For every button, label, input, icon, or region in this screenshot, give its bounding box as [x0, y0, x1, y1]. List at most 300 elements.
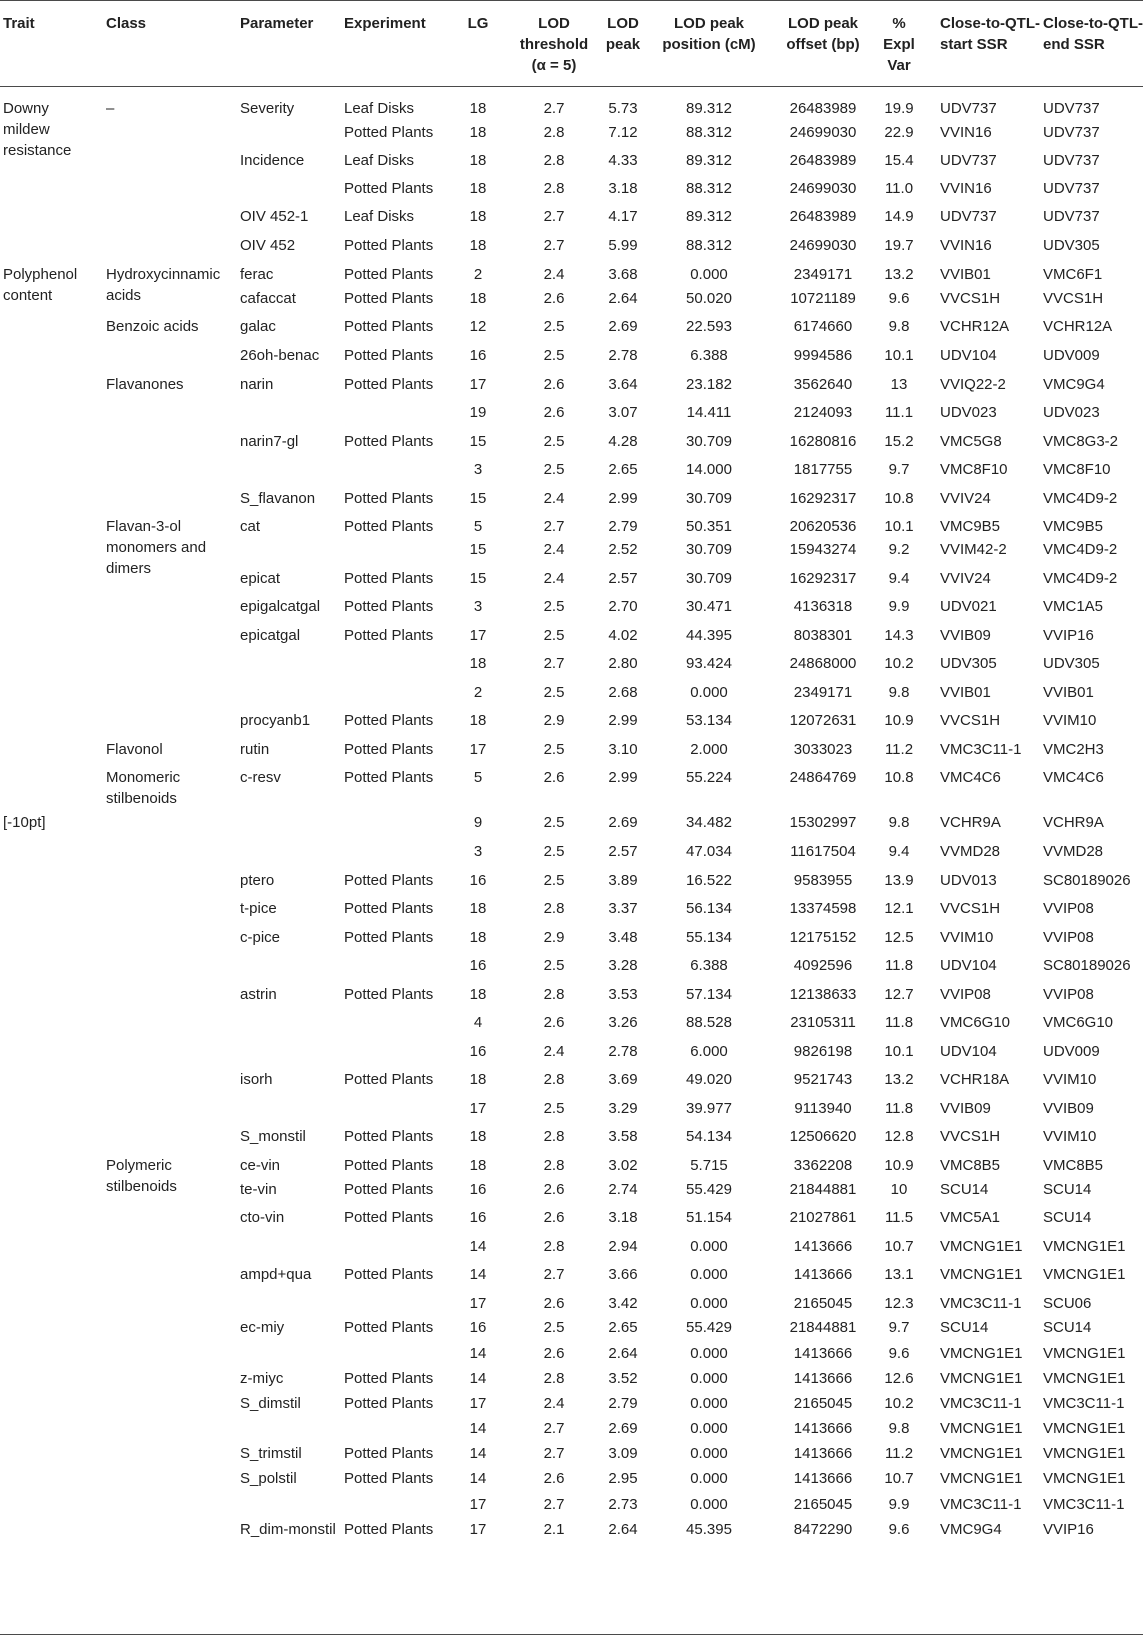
column-header-trait: Trait	[3, 15, 35, 32]
cell-offset: 12506620	[789, 1128, 857, 1145]
cell-experiment: Potted Plants	[344, 180, 434, 197]
cell-lg: 12	[469, 318, 487, 335]
cell-parameter: epigalcatgal	[240, 598, 321, 615]
cell-offset: 9994586	[793, 347, 853, 364]
cell-end-ssr: VVIP08	[1043, 986, 1094, 1003]
cell-position: 14.000	[686, 461, 732, 478]
cell-lg: 18	[469, 152, 487, 169]
cell-offset: 12138633	[789, 986, 857, 1003]
cell-position: 30.709	[686, 490, 732, 507]
cell-peak: 2.94	[608, 1238, 638, 1255]
cell-explvar: 14.3	[884, 627, 914, 644]
cell-end-ssr: UDV305	[1043, 655, 1100, 672]
cell-peak: 3.66	[608, 1266, 638, 1283]
cell-lg: 18	[469, 1128, 487, 1145]
cell-experiment: Potted Plants	[344, 1266, 434, 1283]
cell-peak: 4.33	[608, 152, 638, 169]
cell-threshold: 2.9	[543, 712, 565, 729]
cell-start-ssr: VMC9B5	[940, 518, 1001, 535]
cell-threshold: 2.5	[543, 957, 565, 974]
cell-position: 44.395	[686, 627, 732, 644]
cell-start-ssr: VMC3C11-1	[940, 1395, 1022, 1412]
column-header-peak: LOD peak	[605, 15, 641, 53]
cell-end-ssr: VMC9G4	[1043, 376, 1105, 393]
cell-end-ssr: VVIM10	[1043, 712, 1097, 729]
cell-end-ssr: VVIB01	[1043, 684, 1094, 701]
cell-experiment: Potted Plants	[344, 124, 434, 141]
cell-position: 47.034	[686, 843, 732, 860]
cell-lg: 14	[469, 1420, 487, 1437]
cell-explvar: 13.9	[884, 872, 914, 889]
cell-class: Hydroxycinnamic acids	[106, 266, 221, 304]
cell-end-ssr: VMCNG1E1	[1043, 1266, 1126, 1283]
cell-start-ssr: VMC8B5	[940, 1157, 1001, 1174]
cell-end-ssr: VMC4C6	[1043, 769, 1104, 786]
cell-trait: Polyphenol content	[3, 266, 78, 304]
cell-peak: 4.28	[608, 433, 638, 450]
cell-explvar: 11.0	[884, 180, 914, 197]
cell-parameter: 26oh-benac	[240, 347, 320, 364]
cell-position: 0.000	[690, 1345, 728, 1362]
column-header-class: Class	[106, 15, 147, 32]
cell-explvar: 11.8	[884, 957, 914, 974]
cell-threshold: 2.5	[543, 684, 565, 701]
cell-explvar: 9.8	[888, 318, 910, 335]
cell-lg: 15	[469, 570, 487, 587]
cell-peak: 2.70	[608, 598, 638, 615]
cell-lg: 14	[469, 1445, 487, 1462]
cell-offset: 3562640	[793, 376, 853, 393]
cell-explvar: 14.9	[884, 208, 914, 225]
cell-explvar: 9.6	[888, 290, 910, 307]
cell-lg: 16	[469, 1043, 487, 1060]
cell-end-ssr: SCU06	[1043, 1295, 1092, 1312]
cell-explvar: 10.7	[884, 1238, 914, 1255]
cell-experiment: Leaf Disks	[344, 208, 415, 225]
cell-position: 30.471	[686, 598, 732, 615]
cell-position: 88.312	[686, 237, 732, 254]
cell-position: 88.528	[686, 1014, 732, 1031]
cell-experiment: Potted Plants	[344, 1209, 434, 1226]
cell-start-ssr: VMC3C11-1	[940, 741, 1022, 758]
cell-parameter: narin7-gl	[240, 433, 299, 450]
cell-experiment: Potted Plants	[344, 1181, 434, 1198]
cell-start-ssr: VCHR18A	[940, 1071, 1010, 1088]
cell-position: 39.977	[686, 1100, 732, 1117]
cell-class: Flavanones	[106, 376, 184, 393]
cell-threshold: 2.7	[543, 1266, 565, 1283]
cell-explvar: 22.9	[884, 124, 914, 141]
cell-offset: 2165045	[793, 1395, 853, 1412]
cell-position: 89.312	[686, 152, 732, 169]
cell-position: 53.134	[686, 712, 732, 729]
cell-experiment: Potted Plants	[344, 627, 434, 644]
cell-position: 6.388	[690, 957, 728, 974]
cell-peak: 2.69	[608, 318, 638, 335]
cell-explvar: 11.1	[884, 404, 914, 421]
cell-threshold: 2.5	[543, 347, 565, 364]
cell-explvar: 11.8	[884, 1100, 914, 1117]
cell-parameter: z-miyc	[240, 1370, 284, 1387]
cell-parameter: epicat	[240, 570, 281, 587]
cell-threshold: 2.4	[543, 541, 565, 558]
cell-class: Benzoic acids	[106, 318, 199, 335]
table-bottom-rule	[0, 1634, 1143, 1635]
cell-parameter: OIV 452	[240, 237, 296, 254]
cell-threshold: 2.6	[543, 1295, 565, 1312]
cell-threshold: 2.7	[543, 208, 565, 225]
cell-start-ssr: UDV104	[940, 957, 997, 974]
cell-peak: 4.17	[608, 208, 638, 225]
cell-peak: 2.79	[608, 518, 638, 535]
cell-threshold: 2.5	[543, 872, 565, 889]
cell-offset: 2349171	[793, 684, 853, 701]
cell-offset: 21844881	[789, 1181, 857, 1198]
cell-threshold: 2.4	[543, 490, 565, 507]
cell-position: 56.134	[686, 900, 732, 917]
cell-threshold: 2.8	[543, 1071, 565, 1088]
cell-start-ssr: VVCS1H	[940, 900, 1001, 917]
cell-start-ssr: VVIN16	[940, 124, 992, 141]
cell-offset: 21027861	[789, 1209, 857, 1226]
cell-offset: 15943274	[789, 541, 857, 558]
cell-start-ssr: VVIN16	[940, 180, 992, 197]
cell-experiment: Potted Plants	[344, 1521, 434, 1538]
cell-position: 14.411	[686, 404, 732, 421]
cell-end-ssr: VMC8F10	[1043, 461, 1111, 478]
cell-start-ssr: VVCS1H	[940, 290, 1001, 307]
cell-peak: 3.53	[608, 986, 638, 1003]
cell-threshold: 2.6	[543, 1470, 565, 1487]
cell-experiment: Potted Plants	[344, 290, 434, 307]
cell-explvar: 10.2	[884, 655, 914, 672]
cell-end-ssr: UDV737	[1043, 208, 1100, 225]
cell-offset: 13374598	[789, 900, 857, 917]
cell-experiment: Potted Plants	[344, 598, 434, 615]
cell-explvar: 11.8	[884, 1014, 914, 1031]
cell-lg: 4	[473, 1014, 483, 1031]
cell-lg: 18	[469, 655, 487, 672]
cell-lg: 14	[469, 1370, 487, 1387]
cell-lg: 17	[469, 1521, 487, 1538]
cell-parameter: isorh	[240, 1071, 273, 1088]
cell-position: 0.000	[690, 684, 728, 701]
cell-parameter: cat	[240, 518, 261, 535]
cell-lg: 17	[469, 1100, 487, 1117]
cell-end-ssr: VVIB09	[1043, 1100, 1094, 1117]
cell-start-ssr: VVIB01	[940, 266, 991, 283]
cell-start-ssr: VMCNG1E1	[940, 1266, 1023, 1283]
cell-start-ssr: UDV104	[940, 1043, 997, 1060]
cell-start-ssr: VMC8F10	[940, 461, 1008, 478]
cell-position: 0.000	[690, 1266, 728, 1283]
cell-offset: 6174660	[793, 318, 853, 335]
cell-end-ssr: VMC1A5	[1043, 598, 1104, 615]
cell-peak: 2.68	[608, 684, 638, 701]
cell-explvar: 13.1	[884, 1266, 914, 1283]
cell-peak: 3.02	[608, 1157, 638, 1174]
cell-threshold: 2.8	[543, 1370, 565, 1387]
cell-threshold: 2.5	[543, 627, 565, 644]
cell-end-ssr: UDV737	[1043, 100, 1100, 117]
cell-lg: 15	[469, 541, 487, 558]
cell-threshold: 2.5	[543, 598, 565, 615]
cell-start-ssr: VMC9G4	[940, 1521, 1002, 1538]
cell-lg: 18	[469, 986, 487, 1003]
cell-explvar: 12.7	[884, 986, 914, 1003]
cell-threshold: 2.6	[543, 290, 565, 307]
cell-lg: 5	[473, 769, 483, 786]
cell-parameter: cafaccat	[240, 290, 296, 307]
cell-peak: 2.99	[608, 490, 638, 507]
cell-parameter: c-pice	[240, 929, 281, 946]
cell-position: 54.134	[686, 1128, 732, 1145]
cell-experiment: Potted Plants	[344, 986, 434, 1003]
cell-lg: 3	[473, 843, 483, 860]
cell-parameter: ptero	[240, 872, 275, 889]
cell-start-ssr: UDV023	[940, 404, 997, 421]
cell-lg: 17	[469, 1395, 487, 1412]
cell-parameter: galac	[240, 318, 276, 335]
cell-position: 50.020	[686, 290, 732, 307]
cell-position: 22.593	[686, 318, 732, 335]
cell-start-ssr: VVIB09	[940, 627, 991, 644]
cell-peak: 3.37	[608, 900, 638, 917]
cell-start-ssr: VMC5G8	[940, 433, 1002, 450]
cell-position: 50.351	[686, 518, 732, 535]
cell-lg: 17	[469, 1295, 487, 1312]
cell-start-ssr: VMC6G10	[940, 1014, 1011, 1031]
cell-peak: 3.10	[608, 741, 638, 758]
cell-parameter: ec-miy	[240, 1319, 285, 1336]
cell-start-ssr: VVIP08	[940, 986, 991, 1003]
cell-experiment: Potted Plants	[344, 347, 434, 364]
cell-explvar: 9.4	[888, 570, 910, 587]
cell-end-ssr: UDV737	[1043, 180, 1100, 197]
cell-start-ssr: UDV305	[940, 655, 997, 672]
cell-position: 55.134	[686, 929, 732, 946]
cell-offset: 23105311	[790, 1014, 856, 1031]
cell-experiment: Potted Plants	[344, 1370, 434, 1387]
cell-explvar: 9.4	[888, 843, 910, 860]
cell-threshold: 2.5	[543, 433, 565, 450]
cell-position: 55.429	[686, 1181, 732, 1198]
cell-threshold: 2.7	[543, 518, 565, 535]
cell-class: Polymeric stilbenoids	[106, 1157, 177, 1195]
cell-threshold: 2.4	[543, 1043, 565, 1060]
cell-experiment: Potted Plants	[344, 712, 434, 729]
cell-end-ssr: VMCNG1E1	[1043, 1420, 1126, 1437]
cell-explvar: 10.8	[884, 490, 914, 507]
cell-experiment: Potted Plants	[344, 1319, 434, 1336]
column-header-explvar: % Expl Var	[883, 15, 915, 74]
cell-position: 30.709	[686, 541, 732, 558]
column-header-end-ssr: Close-to-QTL-end SSR	[1043, 15, 1143, 53]
cell-peak: 2.80	[608, 655, 638, 672]
cell-start-ssr: VCHR9A	[940, 814, 1001, 831]
cell-offset: 16292317	[789, 570, 857, 587]
cell-experiment: Potted Plants	[344, 1395, 434, 1412]
cell-position: 6.388	[690, 347, 728, 364]
cell-explvar: 12.1	[884, 900, 914, 917]
cell-offset: 16292317	[789, 490, 857, 507]
cell-offset: 8038301	[793, 627, 853, 644]
cell-end-ssr: VVCS1H	[1043, 290, 1104, 307]
cell-lg: 18	[469, 208, 487, 225]
cell-lg: 18	[469, 929, 487, 946]
cell-threshold: 2.7	[543, 237, 565, 254]
cell-threshold: 2.9	[543, 929, 565, 946]
cell-offset: 3033023	[793, 741, 853, 758]
cell-peak: 2.64	[608, 1521, 638, 1538]
cell-trait: Downy mildew resistance	[3, 100, 72, 159]
cell-end-ssr: VMC4D9-2	[1043, 490, 1118, 507]
cell-position: 49.020	[686, 1071, 732, 1088]
cell-end-ssr: VMCNG1E1	[1043, 1345, 1126, 1362]
cell-peak: 3.64	[608, 376, 638, 393]
cell-end-ssr: SCU14	[1043, 1181, 1092, 1198]
cell-parameter: astrin	[240, 986, 277, 1003]
column-header-experiment: Experiment	[344, 15, 426, 32]
cell-lg: 18	[469, 900, 487, 917]
cell-position: 0.000	[690, 1496, 728, 1513]
cell-position: 88.312	[686, 180, 732, 197]
cell-offset: 9521743	[793, 1071, 853, 1088]
cell-offset: 21844881	[789, 1319, 857, 1336]
cell-parameter: procyanb1	[240, 712, 311, 729]
cell-experiment: Potted Plants	[344, 376, 434, 393]
cell-position: 55.224	[686, 769, 732, 786]
cell-offset: 2165045	[793, 1295, 853, 1312]
cell-offset: 12175152	[789, 929, 857, 946]
cell-class: Monomeric stilbenoids	[106, 769, 181, 807]
cell-offset: 15302997	[789, 814, 857, 831]
cell-peak: 3.18	[608, 180, 638, 197]
cell-explvar: 9.6	[888, 1345, 910, 1362]
cell-start-ssr: UDV021	[940, 598, 997, 615]
cell-lg: 14	[469, 1238, 487, 1255]
cell-threshold: 2.6	[543, 376, 565, 393]
cell-threshold: 2.4	[543, 1395, 565, 1412]
cell-lg: 15	[469, 433, 487, 450]
cell-offset: 1413666	[793, 1470, 853, 1487]
cell-position: 93.424	[686, 655, 732, 672]
cell-start-ssr: VVIV24	[940, 490, 991, 507]
cell-offset: 2124093	[793, 404, 853, 421]
cell-experiment: Potted Plants	[344, 1071, 434, 1088]
cell-end-ssr: VMCNG1E1	[1043, 1470, 1126, 1487]
cell-explvar: 12.5	[884, 929, 914, 946]
column-header-start-ssr: Close-to-QTL-start SSR	[940, 15, 1040, 53]
cell-start-ssr: UDV737	[940, 152, 997, 169]
table-top-rule	[0, 0, 1143, 1]
cell-peak: 3.52	[608, 1370, 638, 1387]
cell-end-ssr: VVIP08	[1043, 929, 1094, 946]
cell-offset: 12072631	[789, 712, 857, 729]
cell-experiment: Potted Plants	[344, 266, 434, 283]
cell-offset: 4092596	[793, 957, 853, 974]
cell-parameter: t-pice	[240, 900, 277, 917]
cell-position: 2.000	[690, 741, 728, 758]
cell-peak: 3.26	[608, 1014, 638, 1031]
cell-offset: 20620536	[789, 518, 857, 535]
cell-peak: 2.78	[608, 1043, 638, 1060]
cell-lg: 3	[473, 461, 483, 478]
cell-experiment: Potted Plants	[344, 1470, 434, 1487]
cell-lg: 14	[469, 1470, 487, 1487]
cell-parameter: OIV 452-1	[240, 208, 309, 225]
cell-end-ssr: VMCNG1E1	[1043, 1370, 1126, 1387]
cell-explvar: 9.6	[888, 1521, 910, 1538]
cell-offset: 2165045	[793, 1496, 853, 1513]
cell-lg: 3	[473, 598, 483, 615]
cell-lg: 17	[469, 376, 487, 393]
cell-offset: 9113940	[794, 1100, 852, 1117]
cell-threshold: 2.4	[543, 570, 565, 587]
cell-peak: 3.58	[608, 1128, 638, 1145]
cell-position: 89.312	[686, 100, 732, 117]
cell-parameter: S_dimstil	[240, 1395, 301, 1412]
cell-start-ssr: VVIQ22-2	[940, 376, 1006, 393]
cell-end-ssr: UDV737	[1043, 152, 1100, 169]
cell-position: 0.000	[690, 1445, 728, 1462]
cell-experiment: Potted Plants	[344, 433, 434, 450]
cell-peak: 3.07	[608, 404, 638, 421]
cell-explvar: 10	[890, 1181, 908, 1198]
cell-explvar: 11.2	[884, 741, 914, 758]
cell-class: –	[106, 100, 115, 117]
cell-lg: 16	[469, 1319, 487, 1336]
cell-end-ssr: VVIM10	[1043, 1071, 1097, 1088]
cell-threshold: 2.8	[543, 900, 565, 917]
cell-experiment: Potted Plants	[344, 1157, 434, 1174]
cell-position: 88.312	[686, 124, 732, 141]
cell-parameter: Incidence	[240, 152, 305, 169]
cell-start-ssr: UDV104	[940, 347, 997, 364]
cell-offset: 1817755	[793, 461, 853, 478]
cell-offset: 16280816	[789, 433, 857, 450]
cell-start-ssr: VVIV24	[940, 570, 991, 587]
cell-parameter: epicatgal	[240, 627, 301, 644]
cell-threshold: 2.7	[543, 655, 565, 672]
cell-end-ssr: VVIP16	[1043, 627, 1094, 644]
cell-position: 0.000	[690, 1370, 728, 1387]
cell-start-ssr: UDV013	[940, 872, 997, 889]
cell-threshold: 2.6	[543, 404, 565, 421]
cell-offset: 4136318	[793, 598, 853, 615]
cell-experiment: Potted Plants	[344, 769, 434, 786]
cell-start-ssr: VVCS1H	[940, 712, 1001, 729]
cell-experiment: Potted Plants	[344, 1445, 434, 1462]
cell-lg: 9	[473, 814, 483, 831]
cell-lg: 18	[469, 100, 487, 117]
cell-position: 0.000	[690, 1470, 728, 1487]
cell-explvar: 19.7	[884, 237, 914, 254]
cell-end-ssr: VMC2H3	[1043, 741, 1104, 758]
cell-threshold: 2.5	[543, 1319, 565, 1336]
cell-threshold: 2.8	[543, 180, 565, 197]
cell-threshold: 2.7	[543, 1496, 565, 1513]
cell-experiment: Potted Plants	[344, 872, 434, 889]
cell-parameter: ferac	[240, 266, 274, 283]
cell-experiment: Potted Plants	[344, 490, 434, 507]
cell-parameter: ampd+qua	[240, 1266, 312, 1283]
cell-start-ssr: VVIN16	[940, 237, 992, 254]
cell-end-ssr: SC80189026	[1043, 872, 1131, 889]
cell-experiment: Potted Plants	[344, 1128, 434, 1145]
cell-lg: 18	[469, 1157, 487, 1174]
cell-position: 5.715	[690, 1157, 728, 1174]
